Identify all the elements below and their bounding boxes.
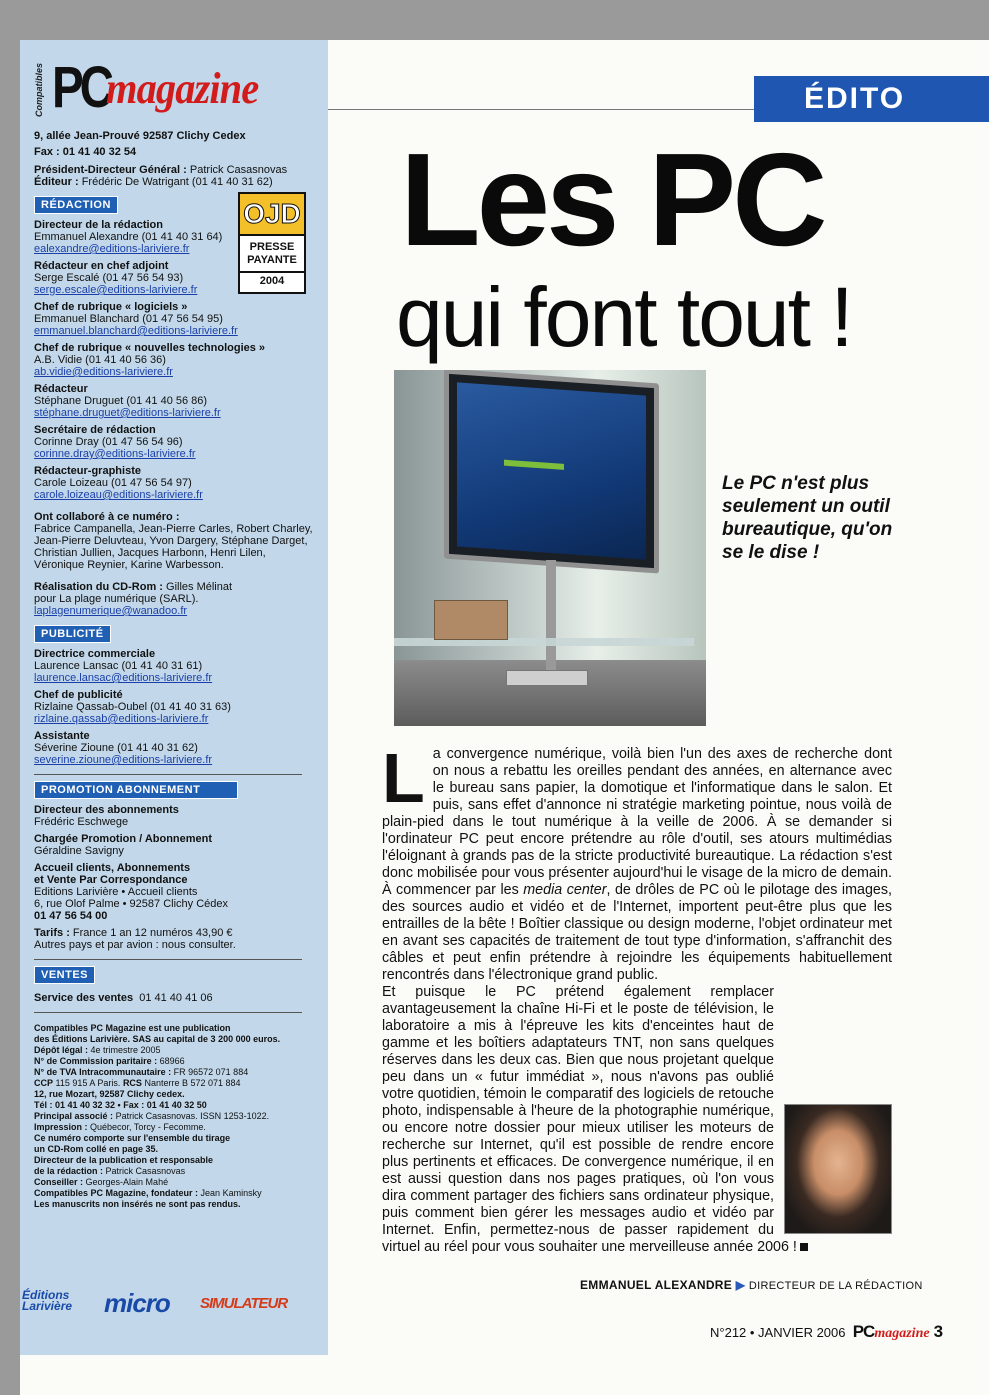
media-center-photo <box>394 370 706 726</box>
simulateur-logo: SIMULATEUR <box>200 1295 288 1312</box>
masthead-sidebar <box>20 40 328 1355</box>
ojd-label: PRESSE PAYANTE <box>240 236 304 273</box>
address: 9, allée Jean-Prouvé 92587 Clichy Cedex <box>34 130 246 142</box>
micro-logo: micro <box>104 1288 170 1318</box>
divider <box>34 1012 302 1013</box>
president: Président-Directeur Général : Patrick Casasnovas Éditeur : Frédéric De Watrigant (01 41 40 31 62) <box>34 164 288 188</box>
publisher-logos <box>22 1288 302 1318</box>
email-link[interactable]: corinne.dray@editions-lariviere.fr <box>34 448 196 460</box>
staff-entry: Secrétaire de rédaction Corinne Dray (01 47 56 54 96) corinne.dray@editions-lariviere.fr <box>34 424 316 460</box>
logo-compatibles: Compatibles <box>34 63 44 118</box>
drop-cap: L <box>382 739 425 817</box>
email-link[interactable]: serge.escale@editions-lariviere.fr <box>34 284 198 296</box>
promotion-heading: PROMOTION ABONNEMENT <box>34 781 238 799</box>
staff-entry: Rédacteur en chef adjoint Serge Escalé (01 47 56 54 93) serge.escale@editions-lariviere.fr <box>34 260 316 296</box>
headline-line-1: Les PC <box>400 126 824 273</box>
sales-service: Service des ventes 01 41 40 41 06 <box>34 992 213 1004</box>
ojd-year: 2004 <box>259 275 285 287</box>
ventes-heading: VENTES <box>34 966 95 984</box>
article-body: L a convergence numérique, voilà bien l'un des axes de recherche dont on nous a rebattu les oreilles pendant des années, en alternance avec le bureau sans papier, la domotique et l'informatique dans le salon. Et puis, sans effet d'annonce ni stratégie marketing pointue, nous voilà de plain-pied dans le tout numérique à la veille de 2006. À se demander si l'ordinateur PC peut encore prétendre au rôle d'outil, ses atours multimédias l'éloignant à grands pas de la stricte productivité bureautique. La rédaction s'est donc mobilisée pour vous présenter aujourd'hui le visage de la micro de demain. À commencer par les media center, de drôles de PC où le pilotage des images, des sources audio et vidéo et de l'Internet, importent peut-être plus que les entrailles de la bête ! Boîtier classique ou design moderne, l'objet ordinateur met en avant ses capacités de traitement de tout type d'information, s'affranchit des câbles et peut enfin prétendre à rejoindre les équipements habituellement rencontrés dans l'électronique grand public. Et puisque le PC prétend également remplacer avantageusement la chaîne Hi-Fi et le poste de télévision, le laboratoire a mis à l'épreuve les kits d'enceintes haut de gamme et les boîtiers adaptateurs TNT, non sans quelques réserves dans les deux cas. Bien que nous projetant quelque peu dans un « futur immédiat », nous n'avons pas oublié votre quotidien, témoin le comparatif des logiciels de retouche photo, indispensable à l'heure de la photographie numérique, ou encore notre dossier pour mieux utiliser les moteurs de recherche sur Internet, qu'il est possible de rendre encore plus pertinents et efficaces. De convergence numérique, il en est aussi question dans nos pages pratiques, où l'on vous dira comment partager des fichiers sans ordinateur physique, puis comment bien gérer les messages audio et vidéo par Internet. Enfin, permettez-nous de passer rapidement du virtuel au réel pour vous souhaiter une merveilleuse année 2006 ! <box>382 739 892 1255</box>
collaborators: Ont collaboré à ce numéro : Fabrice Campanella, Jean-Pierre Carles, Robert Charley, Jean-Pierre Deluvteau, Yvon Dargery, Stéphane Darget, Christian Jullien, Jacques Harbonn, Henri Lilen, Véronique Reynier, Karine Warbesson. <box>34 511 313 571</box>
logo-magazine: magazine <box>106 64 259 113</box>
staff-entry: Chargée Promotion / Abonnement Géraldine Savigny <box>34 833 213 857</box>
end-mark <box>800 1243 808 1251</box>
staff-entry: Chef de rubrique « logiciels » Emmanuel Blanchard (01 47 56 54 95) emmanuel.blanchard@editions-lariviere.fr <box>34 301 316 337</box>
legal-notice: Compatibles PC Magazine est une publication des Éditions Larivière. SAS au capital de 3 200 000 euros. Dépôt légal : 4e trimestre 2005 N° de Commission paritaire : 68966 N° de TVA Intracommunautaire : FR 96572 071 884 CCP 115 915 A Paris. RCS Nanterre B 572 071 884 12, rue Mozart, 92587 Clichy cedex. Tél : 01 41 40 32 32 • Fax : 01 41 40 32 50 Principal associé : Patrick Casasnovas. ISSN 1253-1022. Impression : Québecor, Torcy - Fecomme. Ce numéro comporte sur l'ensemble du tirage un CD-Rom collé en page 35. Directeur de la publication et responsable de la rédaction : Patrick Casasnovas Conseiller : Georges-Alain Mahé Compatibles PC Magazine, fondateur : Jean Kaminsky Les manuscrits non insérés ne sont pas rendus. <box>34 1023 281 1209</box>
lariviere-logo: Éditions Larivière <box>22 1288 73 1313</box>
email-link[interactable]: ab.vidie@editions-lariviere.fr <box>34 366 173 378</box>
staff-entry: Chef de publicité Rizlaine Qassab-Oubel (01 41 40 31 63) rizlaine.qassab@editions-lariviere.fr <box>34 689 316 725</box>
lead-text: Le PC n'est plus seulement un outil bureautique, qu'on se le dise ! <box>722 473 893 563</box>
pc-box <box>434 600 508 640</box>
divider <box>34 774 302 775</box>
arrow-right-icon: ▶ <box>735 1278 746 1292</box>
magazine-page <box>20 40 989 1395</box>
publicite-heading: PUBLICITÉ <box>34 625 111 643</box>
email-link[interactable]: severine.zioune@editions-lariviere.fr <box>34 754 213 766</box>
page-number: 3 <box>933 1322 944 1341</box>
staff-entry: Assistante Séverine Zioune (01 41 40 31 62) severine.zioune@editions-lariviere.fr <box>34 730 316 766</box>
magazine-logo <box>34 54 316 126</box>
byline: EMMANUEL ALEXANDRE ▶ DIRECTEUR DE LA RÉDACTION <box>580 1278 923 1292</box>
tv-screen <box>444 370 659 574</box>
staff-entry: Rédacteur-graphiste Carole Loizeau (01 47 56 54 97) carole.loizeau@editions-lariviere.fr <box>34 465 316 501</box>
section-label: ÉDITO <box>754 76 989 122</box>
email-link[interactable]: ealexandre@editions-lariviere.fr <box>34 243 190 255</box>
tarifs: Tarifs : France 1 an 12 numéros 43,90 € Autres pays et par avion : nous consulter. <box>34 927 236 951</box>
email-link[interactable]: carole.loizeau@editions-lariviere.fr <box>34 489 203 501</box>
headline-line-2: qui font tout ! <box>396 270 852 364</box>
email-link[interactable]: laurence.lansac@editions-lariviere.fr <box>34 672 213 684</box>
staff-entry: Directeur de la rédaction Emmanuel Alexandre (01 41 40 31 64) ealexandre@editions-lariviere.fr <box>34 219 316 255</box>
email-link[interactable]: emmanuel.blanchard@editions-lariviere.fr <box>34 325 238 337</box>
divider <box>34 959 302 960</box>
staff-entry: Chef de rubrique « nouvelles technologies » A.B. Vidie (01 41 40 56 36) ab.vidie@editions-lariviere.fr <box>34 342 316 378</box>
staff-entry: Directrice commerciale Laurence Lansac (01 41 40 31 61) laurence.lansac@editions-lariviere.fr <box>34 648 316 684</box>
redaction-heading: RÉDACTION <box>34 196 118 214</box>
page-footer: N°212 • JANVIER 2006 PCmagazine 3 <box>710 1322 944 1341</box>
email-link[interactable]: stéphane.druguet@editions-lariviere.fr <box>34 407 221 419</box>
author-portrait <box>784 1104 892 1234</box>
email-link[interactable]: laplagenumerique@wanadoo.fr <box>34 605 188 617</box>
cdrom-credit: Réalisation du CD-Rom : Gilles Mélinat pour La plage numérique (SARL). laplagenumerique@wanadoo.fr <box>34 581 316 617</box>
fax: Fax : 01 41 40 32 54 <box>34 146 137 158</box>
ojd-badge <box>238 192 306 294</box>
header-rule <box>328 109 756 110</box>
ojd-logo: OJD <box>240 194 304 236</box>
logo-pc: PC <box>52 55 110 120</box>
staff-entry: Rédacteur Stéphane Druguet (01 41 40 56 86) stéphane.druguet@editions-lariviere.fr <box>34 383 316 419</box>
customer-service: Accueil clients, Abonnements et Vente Par Correspondance Editions Larivière • Accueil clients 6, rue Olof Palme • 92587 Clichy Cédex 01 47 56 54 00 <box>34 862 229 922</box>
staff-entry: Directeur des abonnements Frédéric Eschwege <box>34 804 179 828</box>
email-link[interactable]: rizlaine.qassab@editions-lariviere.fr <box>34 713 209 725</box>
